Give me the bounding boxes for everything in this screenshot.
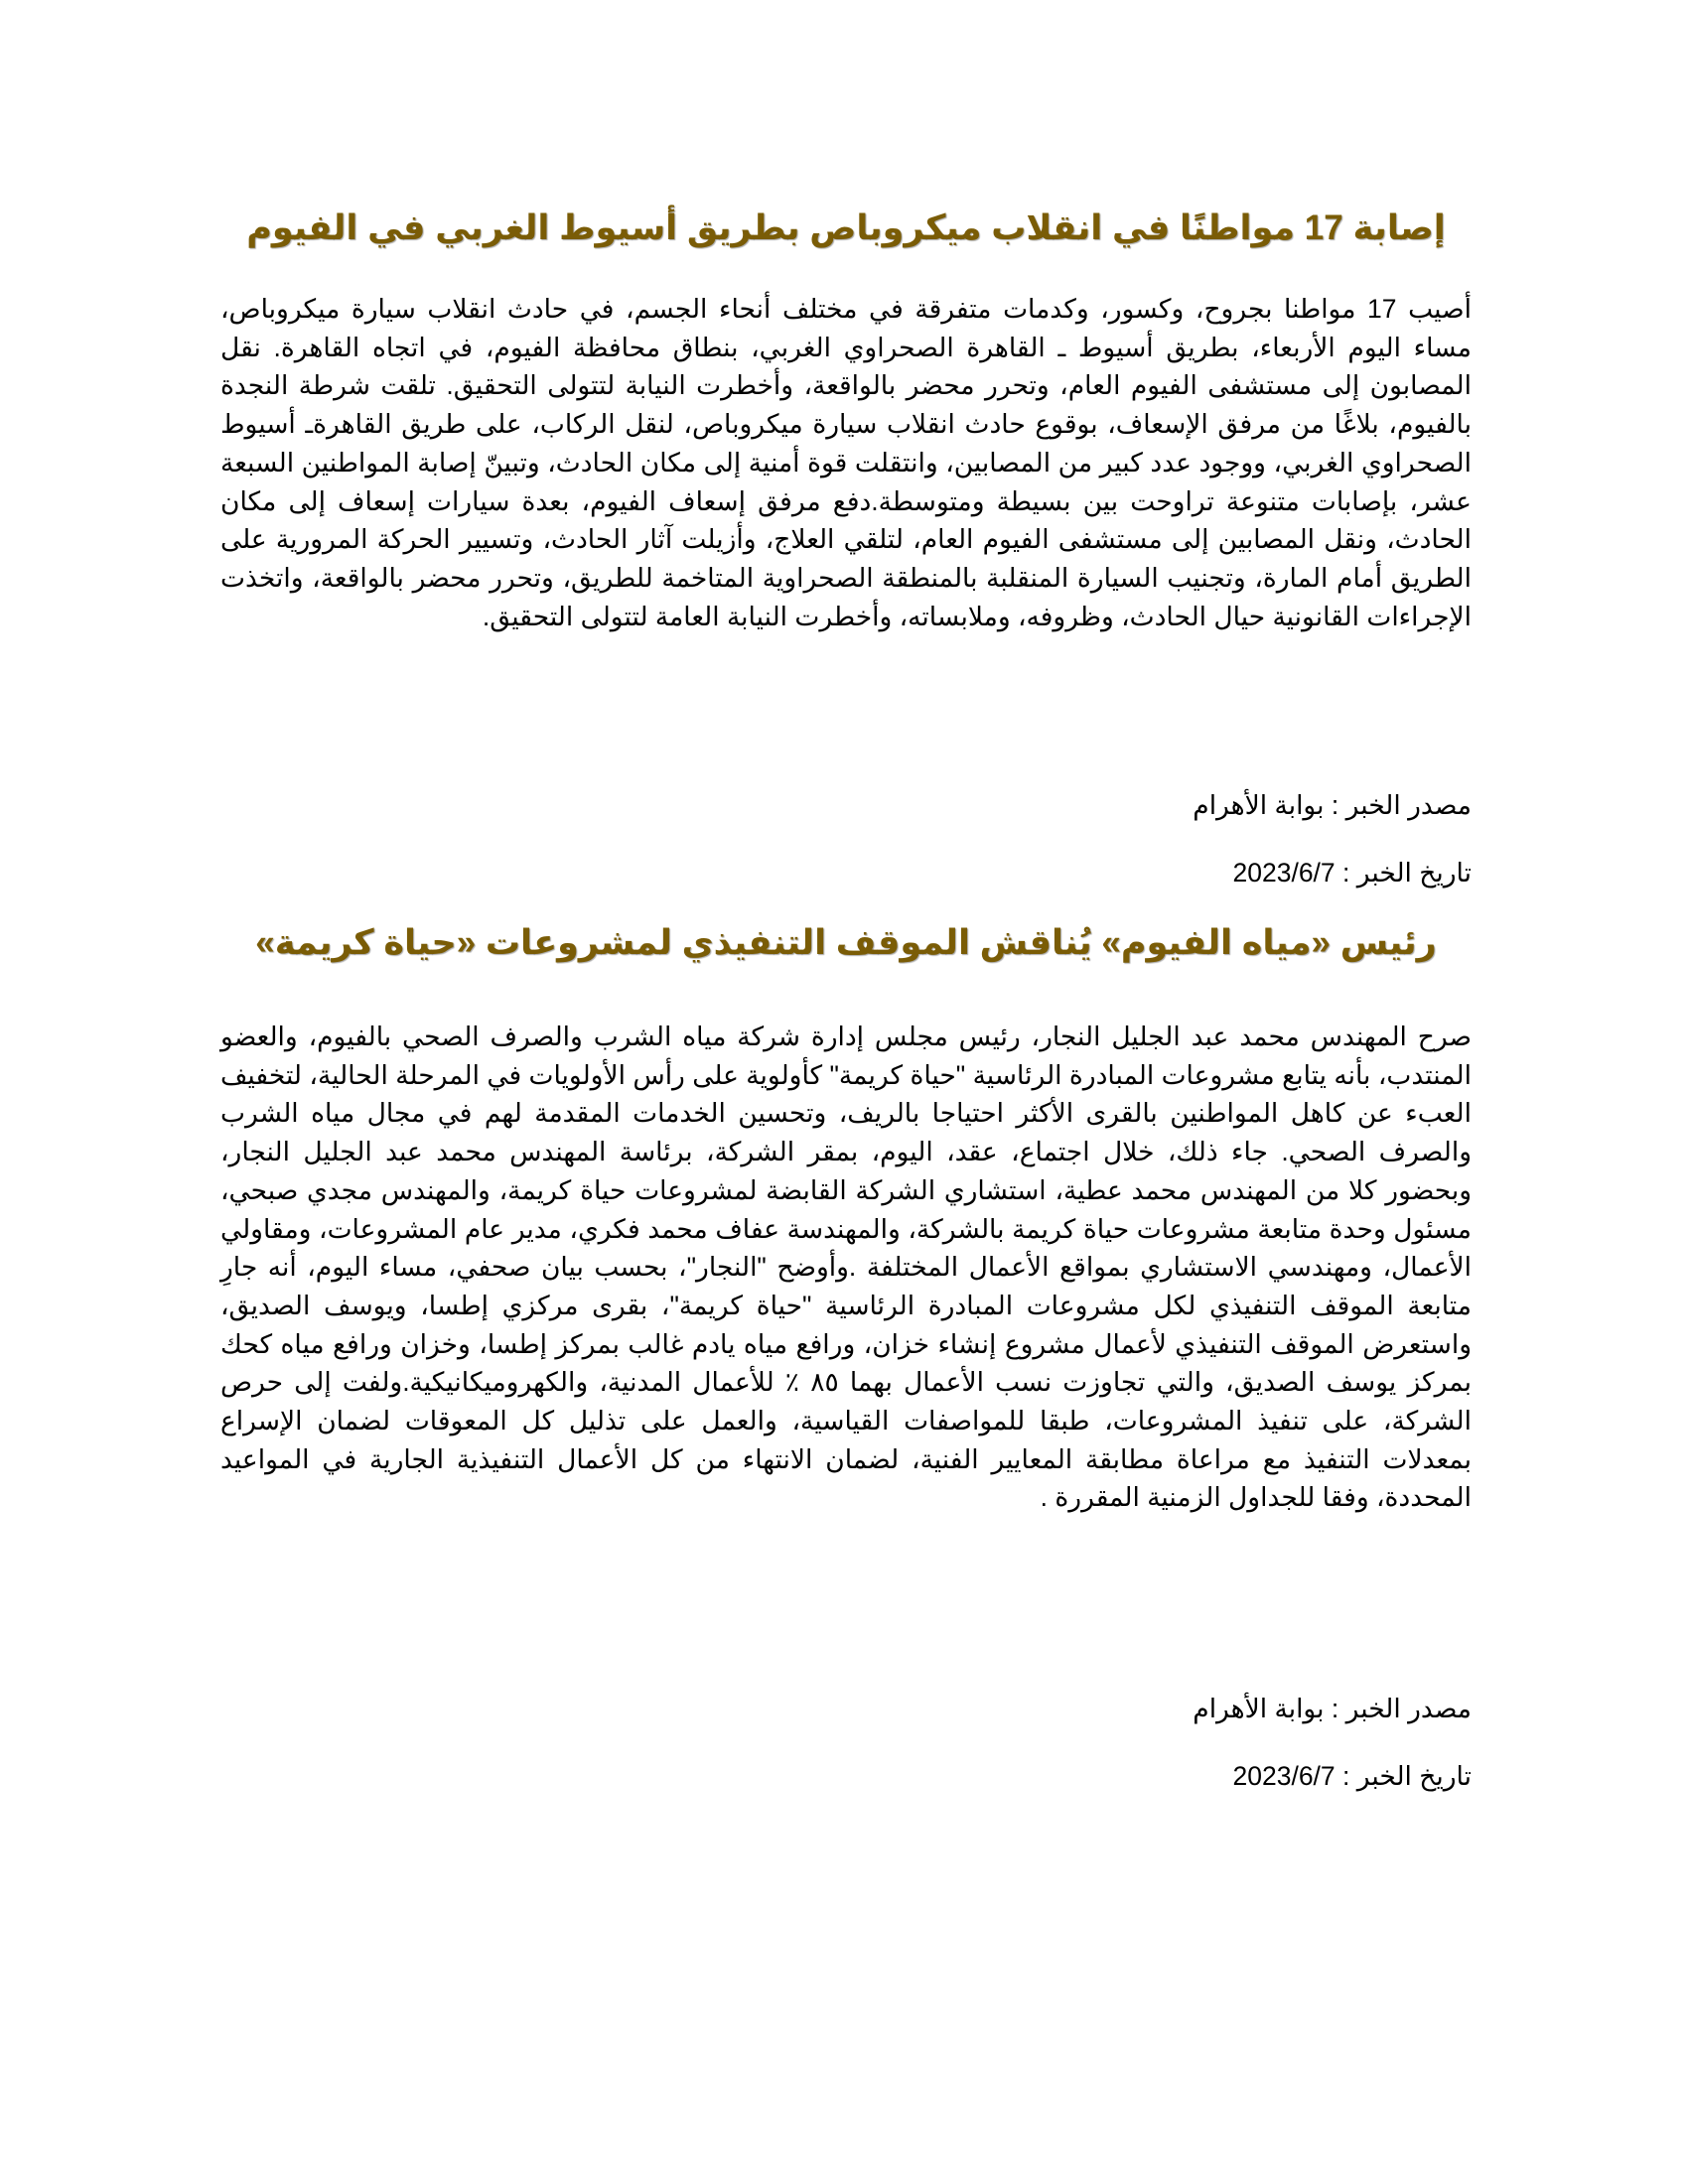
article-2-headline: رئيس «مياه الفيوم» يُناقش الموقف التنفيذي لمشروعات «حياة كريمة» bbox=[255, 923, 1437, 962]
article-2-source: مصدر الخبر : بوابة الأهرام bbox=[1193, 1694, 1472, 1723]
article-1-source: مصدر الخبر : بوابة الأهرام bbox=[1193, 790, 1472, 820]
article-2-body: صرح المهندس محمد عبد الجليل النجار، رئيس مجلس إدارة شركة مياه الشرب والصرف الصحي بالفيوم، والعضو المنتدب، بأنه يتابع مشروعات المبادرة الرئاسية "حياة كريمة" كأولوية على رأس الأولويات في المرحلة الحالية، لتخفيف العبء عن كاهل المواطنين بالقرى الأكثر احتياجا بالريف، وتحسين الخدمات المقدمة لهم في مجال مياه الشرب والصرف الصحي. جاء ذلك، خلال اجتماع، عقد، اليوم، بمقر الشركة، برئاسة المهندس محمد عبد الجليل النجار، وبحضور كلا من المهندس محمد عطية، استشاري الشركة القابضة لمشروعات حياة كريمة، والمهندس مجدي صبحي، مسئول وحدة متابعة مشروعات حياة كريمة بالشركة، والمهندسة عفاف محمد فكري، مدير عام المشروعات، ومقاولي الأعمال، ومهندسي الاستشاري بمواقع الأعمال المختلفة .وأوضح "النجار"، بحسب بيان صحفي، مساء اليوم، أنه جارِ متابعة الموقف التنفيذي لكل مشروعات المبادرة الرئاسية "حياة كريمة"، بقرى مركزي إطسا، ويوسف الصديق، واستعرض الموقف التنفيذي لأعمال مشروع إنشاء خزان، ورافع مياه يادم غالب بمركز إطسا، وخزان ورافع مياه كحك بمركز يوسف الصديق، والتي تجاوزت نسب الأعمال بهما ٨٥ ٪ للأعمال المدنية، والكهروميكانيكية.ولفت إلى حرص الشركة، على تنفيذ المشروعات، طبقا للمواصفات القياسية، والعمل على تذليل كل المعوقات لضمان الإسراع بمعدلات التنفيذ مع مراعاة مطابقة المعايير الفنية، لضمان الانتهاء من كل الأعمال التنفيذية الجارية في المواعيد المحددة، وفقا للجداول الزمنية المقررة . bbox=[220, 1022, 1472, 1513]
article-1-headline: إصابة 17 مواطنًا في انقلاب ميكروباص بطريق أسيوط الغربي في الفيوم bbox=[246, 208, 1446, 247]
article-1-date: تاريخ الخبر : 2023/6/7 bbox=[1232, 858, 1472, 887]
article-1-body: أصيب 17 مواطنا بجروح، وكسور، وكدمات متفرقة في مختلف أنحاء الجسم، في حادث انقلاب سيارة ميكروباص، مساء اليوم الأربعاء، بطريق أسيوط ـ القاهرة الصحراوي الغربي، بنطاق محافظة الفيوم، في اتجاه القاهرة. نقل المصابون إلى مستشفى الفيوم العام، وتحرر محضر بالواقعة، وأخطرت النيابة لتتولى التحقيق. تلقت شرطة النجدة بالفيوم، بلاغًا من مرفق الإسعاف، بوقوع حادث انقلاب سيارة ميكروباص، لنقل الركاب، على طريق القاهرةـ أسيوط الصحراوي الغربي، ووجود عدد كبير من المصابين، وانتقلت قوة أمنية إلى مكان الحادث، وتبينّ إصابة المواطنين السبعة عشر، بإصابات متنوعة تراوحت بين بسيطة ومتوسطة.دفع مرفق إسعاف الفيوم، بعدة سيارات إسعاف إلى مكان الحادث، ونقل المصابين إلى مستشفى الفيوم العام، لتلقي العلاج، وأزيلت آثار الحادث، وتسيير الحركة المرورية على الطريق أمام المارة، وتجنيب السيارة المنقلبة بالمنطقة الصحراوية المتاخمة للطريق، وتحرر محضر بالواقعة، واتخذت الإجراءات القانونية حيال الحادث، وظروفه، وملابساته، وأخطرت النيابة العامة لتتولى التحقيق. bbox=[220, 294, 1472, 631]
article-2-date: تاريخ الخبر : 2023/6/7 bbox=[1232, 1761, 1472, 1791]
